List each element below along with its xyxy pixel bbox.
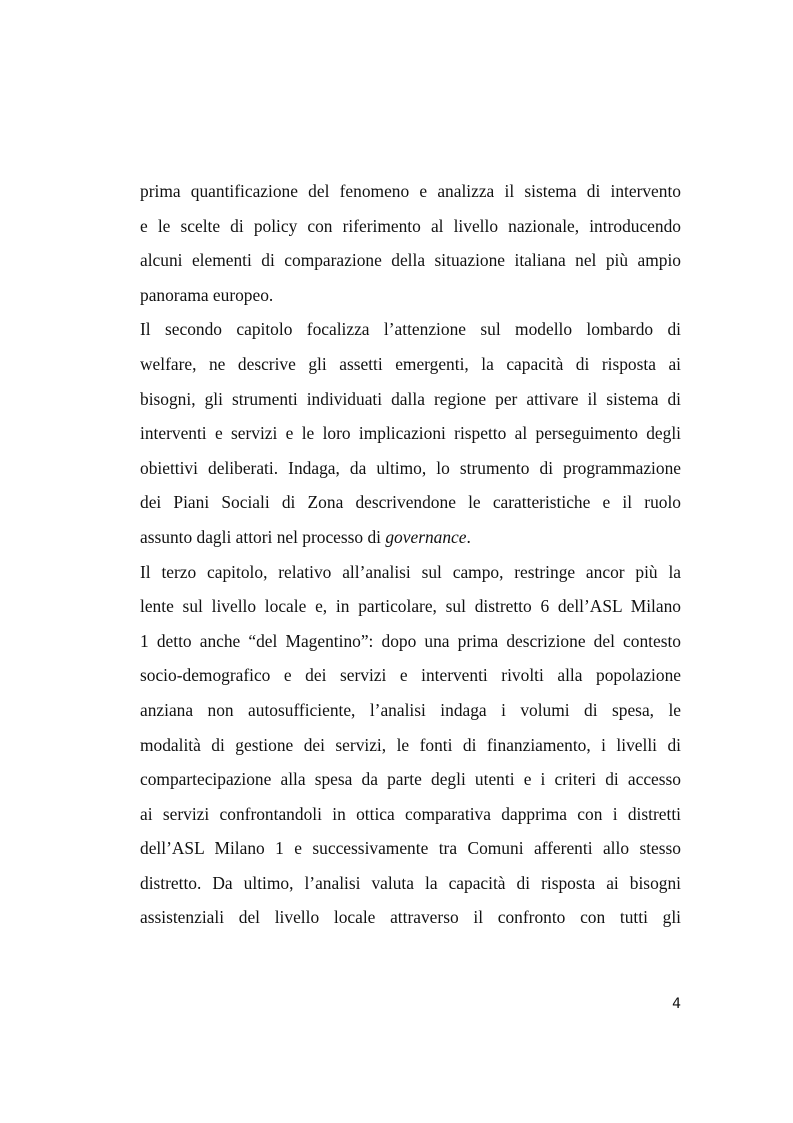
text-line-12: Il terzo capitolo, relativo all’analisi sul campo, restringe ancor più la bbox=[140, 561, 681, 582]
text-line-1: prima quantificazione del fenomeno e analizza il sistema di intervento bbox=[140, 181, 681, 201]
text-line-2: e le scelte di policy con riferimento al livello nazionale, introducendo bbox=[140, 215, 681, 236]
text-line-5: Il secondo capitolo focalizza l’attenzione sul modello lombardo di bbox=[140, 319, 681, 340]
text-line-20: dell’ASL Milano 1 e successivamente tra Comuni afferenti allo stesso bbox=[140, 838, 681, 859]
text-line-8: interventi e servizi e le loro implicazioni rispetto al perseguimento degli bbox=[140, 423, 681, 444]
text-line-11-lead: assunto dagli attori nel processo di bbox=[140, 526, 386, 547]
text-line-9: obiettivi deliberati. Indaga, da ultimo, lo strumento di programmazione bbox=[140, 457, 681, 478]
text-line-16: anziana non autosufficiente, l’analisi indaga i volumi di spesa, le bbox=[140, 699, 681, 720]
text-line-22: assistenziali del livello locale attraverso il confronto con tutti gli bbox=[140, 907, 681, 928]
text-line-21: distretto. Da ultimo, l’analisi valuta la capacità di risposta ai bisogni bbox=[140, 872, 681, 893]
italic-term-suffix: . bbox=[466, 526, 471, 547]
text-line-4: panorama europeo. bbox=[140, 284, 274, 305]
text-line-18: compartecipazione alla spesa da parte degli utenti e i criteri di accesso bbox=[140, 769, 681, 790]
italic-term: governance bbox=[385, 526, 467, 547]
text-line-15: socio-demografico e dei servizi e interventi rivolti alla popolazione bbox=[140, 665, 681, 686]
text-line-3: alcuni elementi di comparazione della situazione italiana nel più ampio bbox=[140, 250, 681, 271]
text-line-13: lente sul livello locale e, in particolare, sul distretto 6 dell’ASL Milano bbox=[140, 596, 681, 617]
text-line-6: welfare, ne descrive gli assetti emergenti, la capacità di risposta ai bbox=[140, 353, 681, 374]
text-line-11 bbox=[140, 520, 681, 555]
text-line-14: 1 detto anche “del Magentino”: dopo una prima descrizione del contesto bbox=[140, 630, 681, 651]
body-text bbox=[140, 174, 681, 935]
page-number: 4 bbox=[672, 996, 681, 1012]
text-line-19: ai servizi confrontandoli in ottica comparativa dapprima con i distretti bbox=[140, 803, 681, 824]
text-line-10: dei Piani Sociali di Zona descrivendone le caratteristiche e il ruolo bbox=[140, 492, 681, 513]
text-line-7: bisogni, gli strumenti individuati dalla regione per attivare il sistema di bbox=[140, 388, 681, 409]
text-line-17: modalità di gestione dei servizi, le fonti di finanziamento, i livelli di bbox=[140, 734, 681, 755]
